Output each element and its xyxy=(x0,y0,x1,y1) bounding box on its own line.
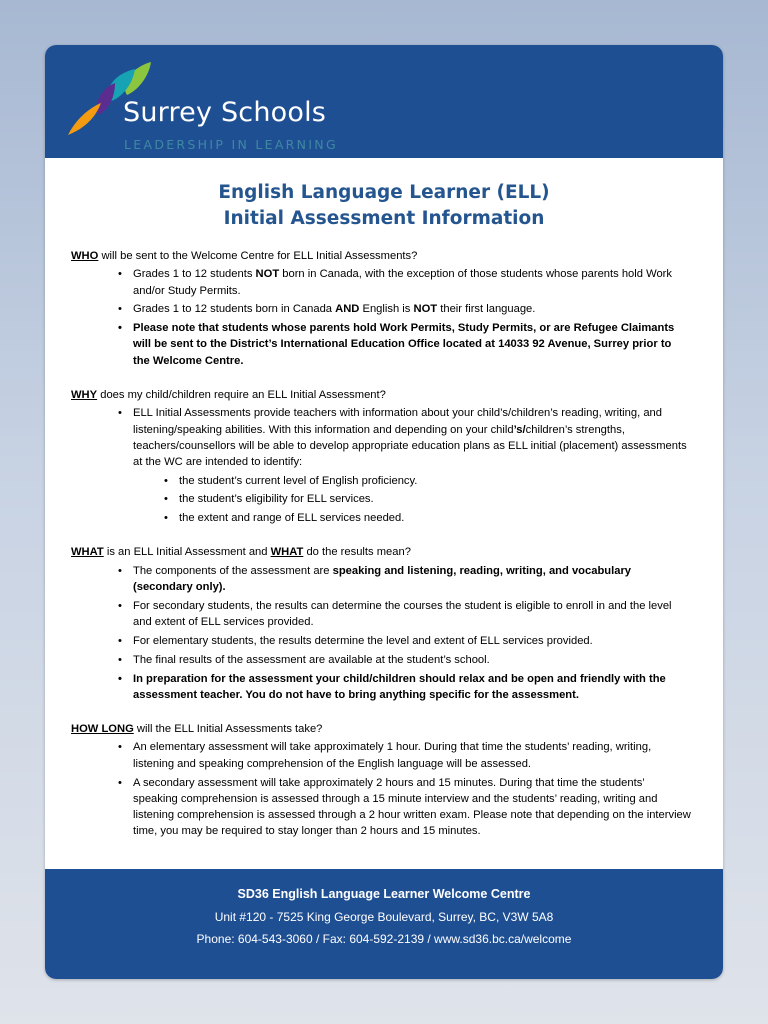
text-run: children’s strengths, teachers/counsellors will be able to develop appropriate education plans as ELL initial (placement) assessments at the WC are intended to identify: xyxy=(133,423,687,469)
keyword-what: WHAT xyxy=(270,546,304,559)
bullet-list xyxy=(71,739,691,839)
note-text: Please note that students whose parents hold Work Permits, Study Permits, or are Refugee Claimants will be sent to the District’s International Education Office located at 14033 92 Avenue, Surrey prior to the Welcome Centre. xyxy=(133,322,675,367)
keyword-how-long: HOW LONG xyxy=(71,723,134,736)
question-how-long xyxy=(71,721,691,737)
sub-bullet-list xyxy=(133,473,691,527)
title-line-2: Initial Assessment Information xyxy=(223,208,545,229)
sub-list-item: • the student’s current level of English proficiency. xyxy=(179,473,691,489)
question-who xyxy=(71,248,691,264)
list-item xyxy=(133,266,691,299)
question-text: is an ELL Initial Assessment and xyxy=(103,546,271,559)
logo-wordmark: Surrey Schools xyxy=(123,97,327,128)
question-why xyxy=(71,387,691,403)
list-item: • A secondary assessment will take approximately 2 hours and 15 minutes. During that time the students’ speaking comprehension is assessed through a 15 minute interview and the students’ reading, writing and listening comprehension is assessed through a 2 hour written exam. Please note that depending on the interview time, you may be required to stay longer than 2 hours and 15 minutes. xyxy=(133,775,691,840)
header-banner xyxy=(45,45,723,158)
footer-banner xyxy=(45,869,723,979)
title-line-1: English Language Learner (ELL) xyxy=(218,182,550,203)
keyword-why: WHY xyxy=(71,389,98,402)
emphasis-text: ’s/ xyxy=(513,423,526,436)
text-run: Grades 1 to 12 students xyxy=(133,268,256,281)
sub-list-item: • the student’s eligibility for ELL services. xyxy=(179,491,691,507)
emphasis-text: NOT xyxy=(255,268,280,281)
document-title xyxy=(45,180,723,232)
emphasis-text: NOT xyxy=(413,303,438,316)
text-run: The components of the assessment are xyxy=(133,564,333,577)
question-text: will be sent to the Welcome Centre for ELL Initial Assessments? xyxy=(98,250,418,262)
keyword-what: WHAT xyxy=(71,546,104,559)
list-item: • In preparation for the assessment your child/children should relax and be open and friendly with the assessment teacher. You do not have to bring anything specific for the assessment. xyxy=(133,671,691,704)
footer-contact: Phone: 604-543-3060 / Fax: 604-592-2139 / www.sd36.bc.ca/welcome xyxy=(196,932,572,946)
emphasis-text: speaking and listening, reading, writing, and vocabulary (secondary only). xyxy=(133,564,632,594)
section-how-long xyxy=(71,721,691,840)
info-sheet xyxy=(45,45,723,979)
list-item: • For secondary students, the results can determine the courses the student is eligible to enroll in and the level and extent of ELL services provided. xyxy=(133,598,691,631)
section-who xyxy=(71,248,691,369)
footer-address: Unit #120 - 7525 King George Boulevard, Surrey, BC, V3W 5A8 xyxy=(214,910,554,924)
list-item: • An elementary assessment will take approximately 1 hour. During that time the students’ reading, writing, listening and speaking comprehension of the English language will be assessed. xyxy=(133,739,691,772)
sub-list-item: • the extent and range of ELL services needed. xyxy=(179,510,691,526)
question-text: does my child/children require an ELL Initial Assessment? xyxy=(97,389,386,402)
list-item: • The final results of the assessment are available at the student’s school. xyxy=(133,652,691,668)
text-run: English is xyxy=(359,303,414,316)
list-item xyxy=(133,301,691,317)
list-item xyxy=(133,563,691,596)
text-run: their first language. xyxy=(437,303,536,316)
question-text: do the results mean? xyxy=(303,546,411,559)
bullet-list xyxy=(71,405,691,526)
bullet-list xyxy=(71,266,691,369)
question-text: will the ELL Initial Assessments take? xyxy=(133,723,323,736)
list-item: • For elementary students, the results determine the level and extent of ELL services provided. xyxy=(133,633,691,649)
footer-title: SD36 English Language Learner Welcome Centre xyxy=(237,887,531,901)
document-body xyxy=(71,248,691,858)
question-what xyxy=(71,544,691,560)
text-run: ELL Initial Assessments provide teachers with information about your child’s/children’s reading, writing, and listening/speaking abilities. With this information and depending on your child xyxy=(133,407,662,436)
text-run: Grades 1 to 12 students born in Canada xyxy=(133,303,336,316)
list-item xyxy=(133,320,691,369)
logo-tagline: LEADERSHIP IN LEARNING xyxy=(124,137,338,152)
text-run: born in Canada, with the exception of those students whose parents hold Work and/or Study Permits. xyxy=(133,268,672,297)
bullet-list xyxy=(71,563,691,703)
section-why xyxy=(71,387,691,526)
keyword-who: WHO xyxy=(71,250,99,262)
section-what xyxy=(71,544,691,703)
list-item xyxy=(133,405,691,526)
surrey-schools-logo xyxy=(65,57,385,152)
emphasis-text: AND xyxy=(335,303,360,316)
